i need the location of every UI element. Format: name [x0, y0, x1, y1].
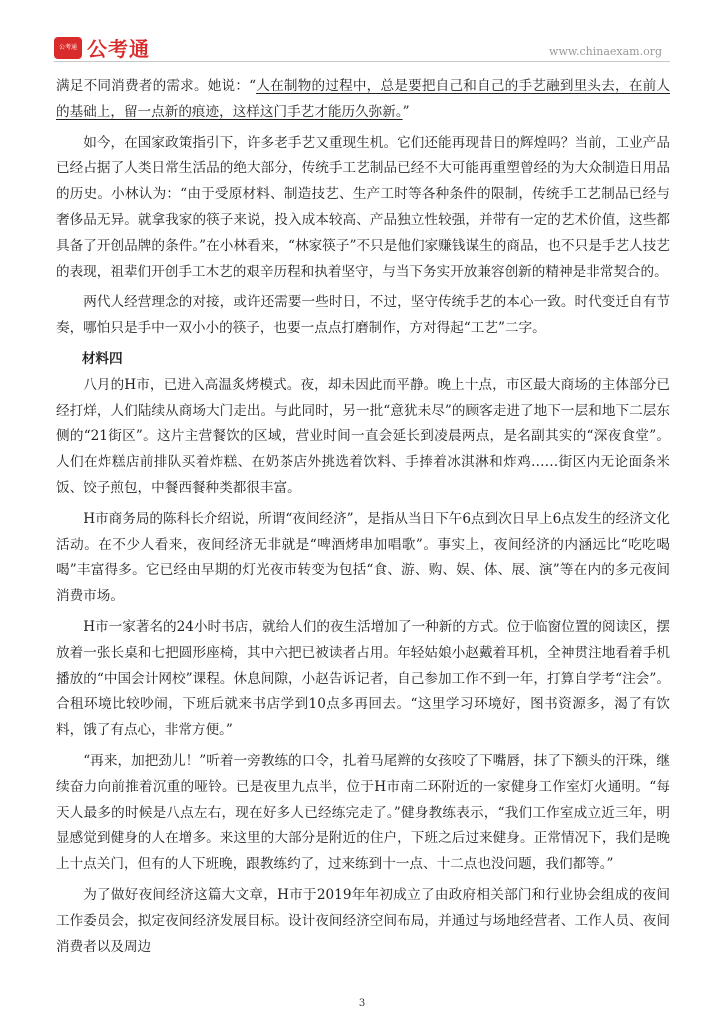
logo — [54, 33, 150, 62]
paragraph-quote-close: ” — [402, 103, 410, 120]
page-number: 3 — [358, 998, 366, 1009]
page-header — [0, 0, 724, 64]
paragraph-quote — [56, 74, 670, 126]
paragraph-night-economy-definition: H市商务局的陈科长介绍说，所谓“夜间经济”，是指从当日下午6点到次日早上6点发生的经济文化活动。在不少人看来，夜间经济无非就是“啤酒烤串加唱歌”。事实上，夜间经济的内涵远比“吃吃喝喝”丰富得多。它已经由早期的灯光夜市转变为包括“食、游、购、娱、体、展、演”等在内的多元夜间消费市场。 — [56, 510, 670, 605]
logo-badge-icon: 公考通 — [54, 37, 82, 59]
paragraph-quote-lead: 满足不同消费者的需求。她说：“ — [56, 78, 257, 94]
paragraph-committee: 为了做好夜间经济这篇大文章，H市于2019年年初成立了由政府相关部门和行业协会组成的夜间工作委员会，拟定夜间经济发展目标。设计夜间经济空间布局，并通过与场地经营者、工作人员、夜间消费者以及周边 — [56, 886, 670, 955]
underlined-quote: 人在制物的过程中，总是要把自己和自己的手艺融到里头去，在前人的基础上，留一点新的痕迹，这样这门手艺才能历久弥新。 — [56, 78, 671, 120]
paragraph-bookstore: H市一家著名的24小时书店，就给人们的夜生活增加了一种新的方式。位于临窗位置的阅读区，摆放着一张长桌和七把圆形座椅，其中六把已被读者占用。年轻姑娘小赵戴着耳机，全神贯注地看着手机播放的“中国会计网校”课程。休息间隙，小赵告诉记者，自己参加工作不到一年，打算自学考“注会”。合租环境比较吵闹，下班后就来书店学到10点多再回去。“这里学习环境好，图书资源多，渴了有饮料，饿了有点心，非常方便。” — [56, 618, 670, 739]
header-divider — [54, 61, 670, 62]
site-url: www.chinaexam.org — [549, 45, 662, 58]
paragraph-two-generations: 两代人经营理念的对接，或许还需要一些时日，不过，坚守传统手艺的本心一致。时代变迁自有节奏，哪怕只是手中一双小小的筷子，也要一点点打磨制作，方对得起“工艺”二字。 — [56, 294, 670, 337]
paragraph-revival: 如今，在国家政策指引下，许多老手艺又重现生机。它们还能再现昔日的辉煌吗？当前，工业产品已经占据了人类日常生活品的绝大部分，传统手工艺制品已经不大可能再重塑曾经的为大众制造日用品的历史。小林认为：“由于受原材料、制造技艺、生产工时等各种条件的限制，传统手工艺制品已经与奢侈品无异。就拿我家的筷子来说，投入成本较高、产品独立性较强，并带有一定的艺术价值，这些都具备了开创品牌的条件。”在小林看来，“林家筷子”不只是他们家赚钱谋生的商品，也不只是手艺人技艺的表现，祖辈们开创手工木艺的艰辛历程和执着坚守，与当下务实开放兼容创新的精神是非常契合的。 — [56, 134, 670, 280]
paragraph-gym: “再来，加把劲儿！”听着一旁教练的口令，扎着马尾辫的女孩咬了下嘴唇，抹了下额头的汗珠，继续奋力向前推着沉重的哑铃。已是夜里九点半，位于H市南二环附近的一家健身工作室灯火通明。“每天人最多的时候是八点左右，现在好多人已经练完走了。”健身教练表示，“我们工作室成立近三年，明显感觉到健身的人在增多。来这里的大部分是附近的住户，下班之后过来健身。正常情况下，我们是晚上十点关门，但有的人下班晚，跟教练约了，过来练到十一点、十二点也没问题，我们都等。” — [56, 752, 670, 873]
section-heading: 材料四 — [81, 350, 123, 367]
document-body — [56, 74, 670, 965]
logo-text: 公考通 — [87, 37, 150, 61]
paragraph-night-market: 八月的H市，已进入高温炙烤模式。夜，却未因此而平静。晚上十点，市区最大商场的主体部分已经打烊，人们陆续从商场大门走出。与此同时，另一批“意犹未尽”的顾客走进了地下一层和地下二层东侧的“21街区”。这片主营餐饮的区域，营业时间一直会延长到凌晨两点，是名副其实的“深夜食堂”。人们在炸糕店前排队买着炸糕、在奶茶店外挑选着饮料、手捧着冰淇淋和炸鸡……街区内无论面条米饭、饺子煎包，中餐西餐种类都很丰富。 — [56, 376, 670, 496]
